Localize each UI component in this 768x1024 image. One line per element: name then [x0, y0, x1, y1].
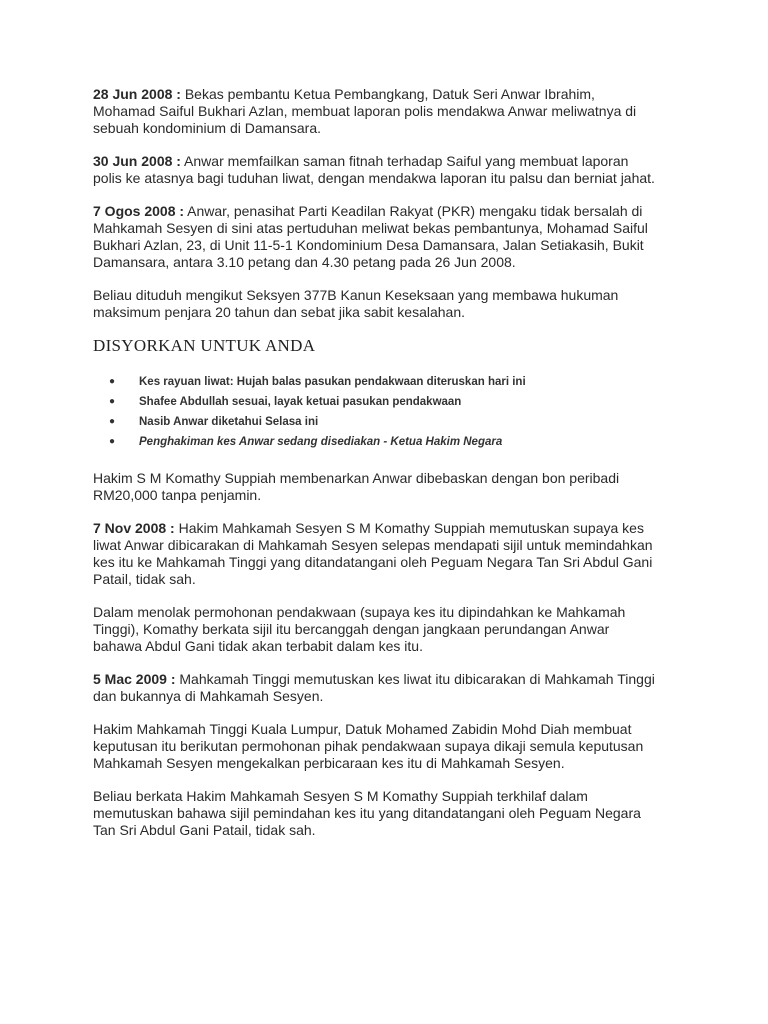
- paragraph-7-ogos-2008: [93, 203, 658, 271]
- recommended-link-item[interactable]: [109, 412, 658, 432]
- recommended-link-text[interactable]: Nasib Anwar diketahui Selasa ini: [139, 416, 319, 428]
- date-label: 28 Jun 2008 :: [93, 86, 181, 102]
- recommended-link-text[interactable]: Shafee Abdullah sesuai, layak ketuai pasukan pendakwaan: [139, 396, 462, 408]
- paragraph-text: Anwar, penasihat Parti Keadilan Rakyat (PKR) mengaku tidak bersalah di Mahkamah Sesyen di sini atas pertuduhan meliwat bekas pembantunya, Mohamad Saiful Bukhari Azlan, 23, di Unit 11-5-1 Kondominium Desa Damansara, Jalan Setiakasih, Bukit Damansara, antara 3.10 petang dan 4.30 petang pada 26 Jun 2008.: [93, 203, 648, 270]
- recommended-link-item[interactable]: [109, 432, 658, 452]
- paragraph-text: Mahkamah Tinggi memutuskan kes liwat itu dibicarakan di Mahkamah Tinggi dan bukannya di Mahkamah Sesyen.: [93, 671, 655, 704]
- bullet-icon: ●: [109, 436, 116, 447]
- date-label: 30 Jun 2008 :: [93, 153, 181, 169]
- recommended-link-item[interactable]: [109, 372, 658, 392]
- recommended-heading: DISYORKAN UNTUK ANDA: [93, 336, 316, 355]
- recommended-link-item[interactable]: [109, 392, 658, 412]
- paragraph-7-nov-2008: [93, 520, 658, 588]
- paragraph-text: Beliau dituduh mengikut Seksyen 377B Kanun Keseksaan yang membawa hukuman maksimum penjara 20 tahun dan sebat jika sabit kesalahan.: [93, 287, 619, 320]
- paragraph-text: Hakim S M Komathy Suppiah membenarkan Anwar dibebaskan dengan bon peribadi RM20,000 tanpa penjamin.: [93, 470, 620, 503]
- paragraph-text: Hakim Mahkamah Sesyen S M Komathy Suppiah memutuskan supaya kes liwat Anwar dibicarakan di Mahkamah Sesyen selepas mendapati sijil untuk memindahkan kes itu ke Mahkamah Tinggi yang ditandatangani oleh Peguam Negara Tan Sri Abdul Gani Patail, tidak sah.: [93, 520, 653, 587]
- paragraph-text: Dalam menolak permohonan pendakwaan (supaya kes itu dipindahkan ke Mahkamah Tinggi), Komathy berkata sijil itu bercanggah dengan jangkaan perundangan Anwar bahawa Abdul Gani tidak akan terbabit dalam kes itu.: [93, 604, 626, 654]
- paragraph-text: Anwar memfailkan saman fitnah terhadap Saiful yang membuat laporan polis ke atasnya bagi tuduhan liwat, dengan mendakwa laporan itu palsu dan berniat jahat.: [93, 153, 655, 186]
- paragraph-bail: [93, 470, 658, 504]
- paragraph-text: Beliau berkata Hakim Mahkamah Sesyen S M Komathy Suppiah terkhilaf dalam memutuskan bahawa sijil pemindahan kes itu yang ditandatangani oleh Peguam Negara Tan Sri Abdul Gani Patail, tidak sah.: [93, 788, 641, 838]
- paragraph-28-jun-2008: [93, 86, 658, 137]
- paragraph-text: Bekas pembantu Ketua Pembangkang, Datuk Seri Anwar Ibrahim, Mohamad Saiful Bukhari Azlan, membuat laporan polis mendakwa Anwar meliwatnya di sebuah kondominium di Damansara.: [93, 86, 637, 136]
- bullet-icon: ●: [109, 376, 116, 387]
- paragraph-30-jun-2008: [93, 153, 658, 187]
- bullet-icon: ●: [109, 396, 116, 407]
- paragraph-high-court-judge: [93, 721, 658, 772]
- recommended-link-text[interactable]: Kes rayuan liwat: Hujah balas pasukan pendakwaan diteruskan hari ini: [139, 376, 526, 388]
- bullet-icon: ●: [109, 416, 116, 427]
- recommended-list: [93, 372, 658, 452]
- paragraph-judge-erred: [93, 788, 658, 839]
- paragraph-text: Hakim Mahkamah Tinggi Kuala Lumpur, Datuk Mohamed Zabidin Mohd Diah membuat keputusan itu berikutan permohonan pihak pendakwaan supaya dikaji semula keputusan Mahkamah Sesyen mengekalkan perbicaraan kes itu di Mahkamah Sesyen.: [93, 721, 644, 771]
- paragraph-komathy-ruling: [93, 604, 658, 655]
- paragraph-5-mac-2009: [93, 671, 658, 705]
- paragraph-charge: [93, 287, 658, 321]
- date-label: 7 Ogos 2008 :: [93, 203, 185, 219]
- date-label: 7 Nov 2008 :: [93, 520, 175, 536]
- recommended-link-text[interactable]: Penghakiman kes Anwar sedang disediakan - Ketua Hakim Negara: [139, 436, 503, 448]
- date-label: 5 Mac 2009 :: [93, 671, 176, 687]
